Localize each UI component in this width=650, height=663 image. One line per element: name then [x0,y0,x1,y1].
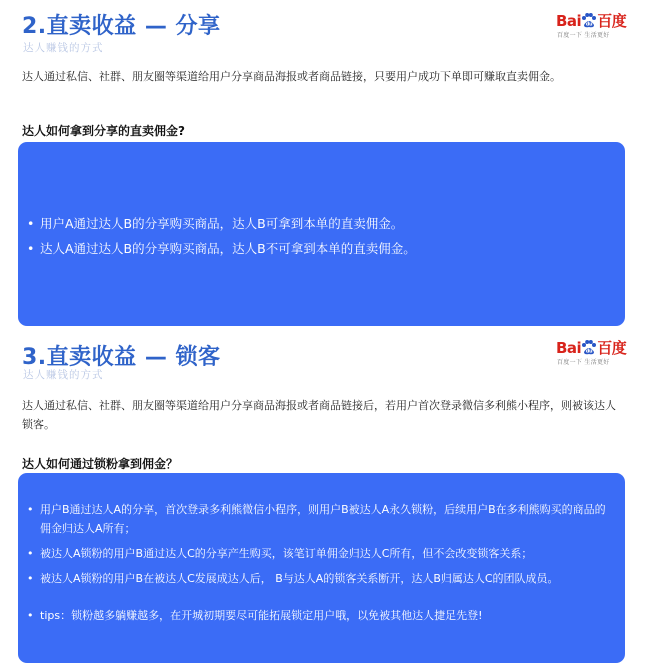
baidu-paw-icon [581,340,597,355]
list-item: • 被达人A锁粉的用户B在被达人C发展成达人后， B与达人A的锁客关系断开，达人B归属达人C的团队成员。 [18,569,625,588]
list-item: • 达人A通过达人B的分享购买商品，达人B不可拿到本单的直卖佣金。 [18,236,625,261]
section-title: 3.直卖收益 — 锁客 [22,345,221,370]
section-share [0,0,650,330]
baidu-slogan: 百度一下 生活更好 [557,359,610,366]
tip-item: • tips：锁粉越多躺赚越多，在开城初期要尽可能拓展锁定用户哦，以免被其他达人捷足先登! [18,606,625,625]
list-item: • 被达人A锁粉的用户B通过达人C的分享产生购买，该笔订单佣金归达人C所有，但不会改变锁客关系； [18,544,625,563]
list-item: • 用户B通过达人A的分享，首次登录多利熊微信小程序，则用户B被达人A永久锁粉，后续用户B在多利熊购买的商品的佣金归达人A所有； [18,500,625,538]
section-question: 达人如何通过锁粉拿到佣金？ [22,457,179,471]
baidu-logo [556,337,632,371]
section-subtitle: 达人赚钱的方式 [23,42,104,54]
info-box [18,473,625,663]
section-lock-customer [0,330,650,650]
section-intro: 达人通过私信、社群、朋友圈等渠道给用户分享商品海报或者商品链接，只要用户成功下单即可赚取直卖佣金。 [22,70,561,83]
bullet-list [18,500,625,631]
section-question: 达人如何拿到分享的直卖佣金? [22,124,185,138]
section-subtitle: 达人赚钱的方式 [23,369,104,381]
svg-text:du: du [586,21,593,28]
svg-text:du: du [586,348,593,355]
section-intro: 达人通过私信、社群、朋友圈等渠道给用户分享商品海报或者商品链接后，若用户首次登录微信多利熊小程序，则被该达人锁客。 [22,399,616,431]
bullet-list [18,211,625,261]
baidu-logo-text: Bai du 百度 [556,339,627,357]
baidu-logo-text: Bai du 百度 [556,12,627,30]
section-title: 2.直卖收益 — 分享 [22,14,221,39]
baidu-slogan: 百度一下 生活更好 [557,32,610,39]
baidu-logo [556,10,632,44]
baidu-paw-icon [581,13,597,28]
info-box [18,142,625,326]
list-item: • 用户A通过达人B的分享购买商品，达人B可拿到本单的直卖佣金。 [18,211,625,236]
